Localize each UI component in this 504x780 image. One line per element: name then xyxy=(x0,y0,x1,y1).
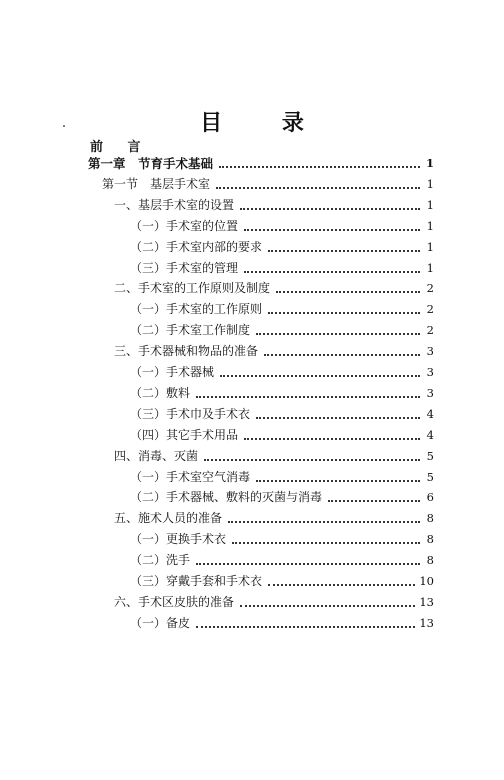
toc-entry-page: 1 xyxy=(426,239,434,254)
toc-entry-title: 二、手术室的工作原则及制度 xyxy=(114,281,271,296)
dot-leader xyxy=(204,458,420,461)
toc-entry xyxy=(130,258,434,279)
toc-entry-page: 10 xyxy=(419,574,434,588)
toc-entry-title: （一）手术室的工作原则 xyxy=(130,302,263,317)
toc-entry-title: （二）敷料 xyxy=(130,385,191,400)
toc-entry-page: 1 xyxy=(425,156,434,170)
toc-entry-page: 2 xyxy=(426,302,434,317)
toc-entry xyxy=(130,237,434,258)
dot-leader xyxy=(268,311,420,314)
toc-entry-page: 1 xyxy=(426,218,434,233)
toc-entry-title: （二）洗手 xyxy=(130,553,191,568)
preface-heading: 前 言 xyxy=(90,140,151,155)
toc-entry-title: （一）手术室的位置 xyxy=(130,218,239,233)
toc-entry xyxy=(114,278,434,299)
toc-entry xyxy=(130,404,434,425)
toc-entry-title: 第一节 基层手术室 xyxy=(102,176,211,191)
toc-entry-title: （三）穿戴手套和手术衣 xyxy=(130,574,263,588)
dot-leader xyxy=(196,395,420,398)
toc-entry xyxy=(114,508,434,529)
dot-leader xyxy=(196,625,415,628)
toc-entry xyxy=(130,467,434,488)
toc-entry-title: 五、施术人员的准备 xyxy=(114,511,223,526)
toc-entry xyxy=(114,341,434,362)
page-title: 目 录 xyxy=(200,110,330,136)
toc-entry-page: 2 xyxy=(426,281,434,296)
toc-entry-title: （四）其它手术用品 xyxy=(130,427,239,442)
dot-leader xyxy=(268,249,420,252)
toc-entry-page: 8 xyxy=(426,511,434,526)
toc-entry-page: 5 xyxy=(426,448,434,463)
toc-entry-page: 3 xyxy=(426,344,434,359)
toc-entry-title: 四、消毒、灭菌 xyxy=(114,448,199,463)
toc-entry-title: 一、基层手术室的设置 xyxy=(114,197,235,212)
toc-entry xyxy=(102,174,434,195)
dot-leader xyxy=(216,186,420,189)
dot-leader xyxy=(244,228,420,231)
dot-leader xyxy=(240,207,420,210)
dot-leader xyxy=(244,270,420,273)
toc-entry-title: （三）手术室的管理 xyxy=(130,260,239,275)
dot-leader xyxy=(196,562,420,565)
toc-entry-title: （一）手术室空气消毒 xyxy=(130,469,251,484)
dot-leader xyxy=(276,290,420,293)
toc-entry-title: 三、手术器械和物品的准备 xyxy=(114,344,259,359)
toc-entry-page: 13 xyxy=(419,615,434,630)
toc-entry xyxy=(88,153,434,174)
toc-entry-page: 4 xyxy=(426,427,434,442)
toc-entry-page: 1 xyxy=(426,176,434,191)
dot-leader xyxy=(219,165,420,168)
toc-entry xyxy=(130,425,434,446)
toc-entry-page: 6 xyxy=(426,490,434,505)
dot-leader xyxy=(228,520,420,523)
toc-entry-title: （二）手术室内部的要求 xyxy=(130,239,263,254)
toc-entry-title: 第一章 节育手术基础 xyxy=(88,156,214,171)
toc-entry xyxy=(114,195,434,216)
dot-leader xyxy=(232,541,420,544)
toc-entry-page: 2 xyxy=(426,323,434,338)
scan-speck xyxy=(63,125,65,127)
toc-entry xyxy=(114,592,434,613)
toc-entry-title: （二）手术室工作制度 xyxy=(130,323,251,338)
toc-entry-page: 3 xyxy=(426,365,434,379)
dot-leader xyxy=(268,583,415,586)
toc-entry xyxy=(114,446,434,467)
toc-entry xyxy=(130,299,434,320)
toc-entry xyxy=(130,362,434,383)
toc-entry-page: 8 xyxy=(426,553,434,568)
toc-entry-page: 8 xyxy=(426,532,434,547)
toc-entry-page: 1 xyxy=(426,197,434,212)
toc-entry-title: 六、手术区皮肤的准备 xyxy=(114,594,235,609)
toc-entry xyxy=(130,320,434,341)
toc-entry xyxy=(130,550,434,571)
toc-entry-title: （三）手术巾及手术衣 xyxy=(130,406,251,421)
dot-leader xyxy=(256,332,420,335)
toc-entry xyxy=(130,529,434,550)
toc-entry-page: 5 xyxy=(426,469,434,484)
toc-entry xyxy=(130,487,434,508)
dot-leader xyxy=(220,374,420,377)
toc-entry xyxy=(130,216,434,237)
dot-leader xyxy=(240,604,415,607)
dot-leader xyxy=(264,353,420,356)
dot-leader xyxy=(328,499,420,502)
toc-entry-page: 1 xyxy=(426,260,434,275)
toc-entry xyxy=(130,571,434,592)
dot-leader xyxy=(256,416,420,419)
toc-entry-page: 4 xyxy=(426,406,434,421)
toc-entry-title: （二）手术器械、敷料的灭菌与消毒 xyxy=(130,490,323,505)
dot-leader xyxy=(244,437,420,440)
toc-entry-title: （一）手术器械 xyxy=(130,365,215,379)
toc-entry-page: 3 xyxy=(426,385,434,400)
toc-entry-title: （一）更换手术衣 xyxy=(130,532,227,547)
toc-entry xyxy=(130,383,434,404)
toc-entry-page: 13 xyxy=(419,594,434,609)
dot-leader xyxy=(256,479,420,482)
toc-entry-title: （一）备皮 xyxy=(130,615,191,630)
toc-entry xyxy=(130,613,434,634)
